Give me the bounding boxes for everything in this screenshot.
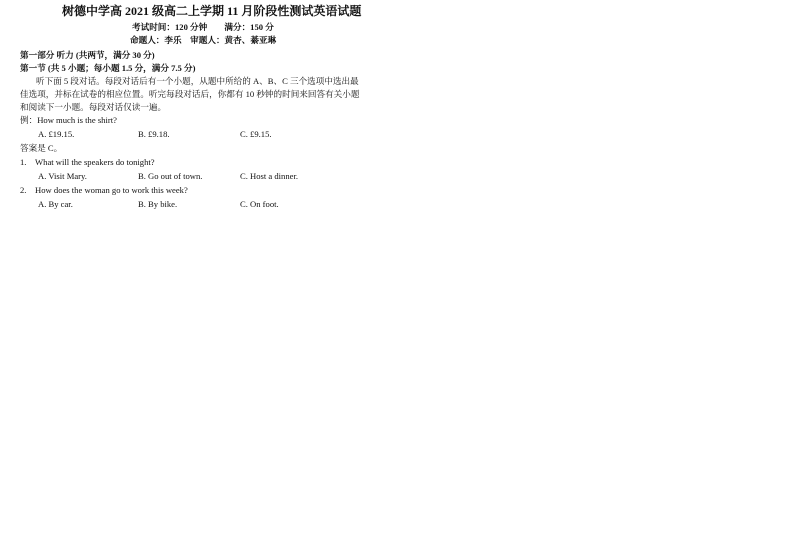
instr-line: 佳选项，并标在试卷的相应位置。听完每段对话后，你都有 10 秒钟的时间来回答有关小题: [20, 89, 360, 99]
option-c: C. £9.15.: [240, 129, 272, 139]
option-b: B. By bike.: [138, 199, 178, 209]
section1-heading: 第一节 (共 5 小题；每小题 1.5 分，满分 7.5 分): [20, 63, 196, 73]
option-a: A. By car.: [38, 199, 73, 209]
example-question: 例：How much is the shirt?: [20, 115, 117, 125]
option-b: B. Go out of town.: [138, 171, 203, 181]
exam-title: 树德中学高 2021 级高二上学期 11 月阶段性测试英语试题: [62, 4, 362, 18]
instr-line: 听下面 5 段对话。每段对话后有一个小题，从题中所给的 A、B、C 三个选项中选出最: [36, 76, 359, 86]
option-a: A. £19.15.: [38, 129, 75, 139]
option-c: C. Host a dinner.: [240, 171, 299, 181]
exam-authors: 命题人：李乐 审题人：黄杏、綦亚琳: [130, 35, 277, 45]
option-b: B. £9.18.: [138, 129, 170, 139]
question: 2. How does the woman go to work this week?: [20, 185, 188, 195]
option-a: A. Visit Mary.: [38, 171, 87, 181]
exam-time: 考试时间：120 分钟 满分：150 分: [132, 22, 274, 32]
option-c: C. On foot.: [240, 199, 279, 209]
example-answer: 答案是 C。: [20, 143, 63, 153]
instr-line: 和阅读下一小题。每段对话仅读一遍。: [20, 102, 167, 112]
part1-heading: 第一部分 听力 (共两节，满分 30 分): [20, 50, 155, 60]
question: 1. What will the speakers do tonight?: [20, 157, 155, 167]
